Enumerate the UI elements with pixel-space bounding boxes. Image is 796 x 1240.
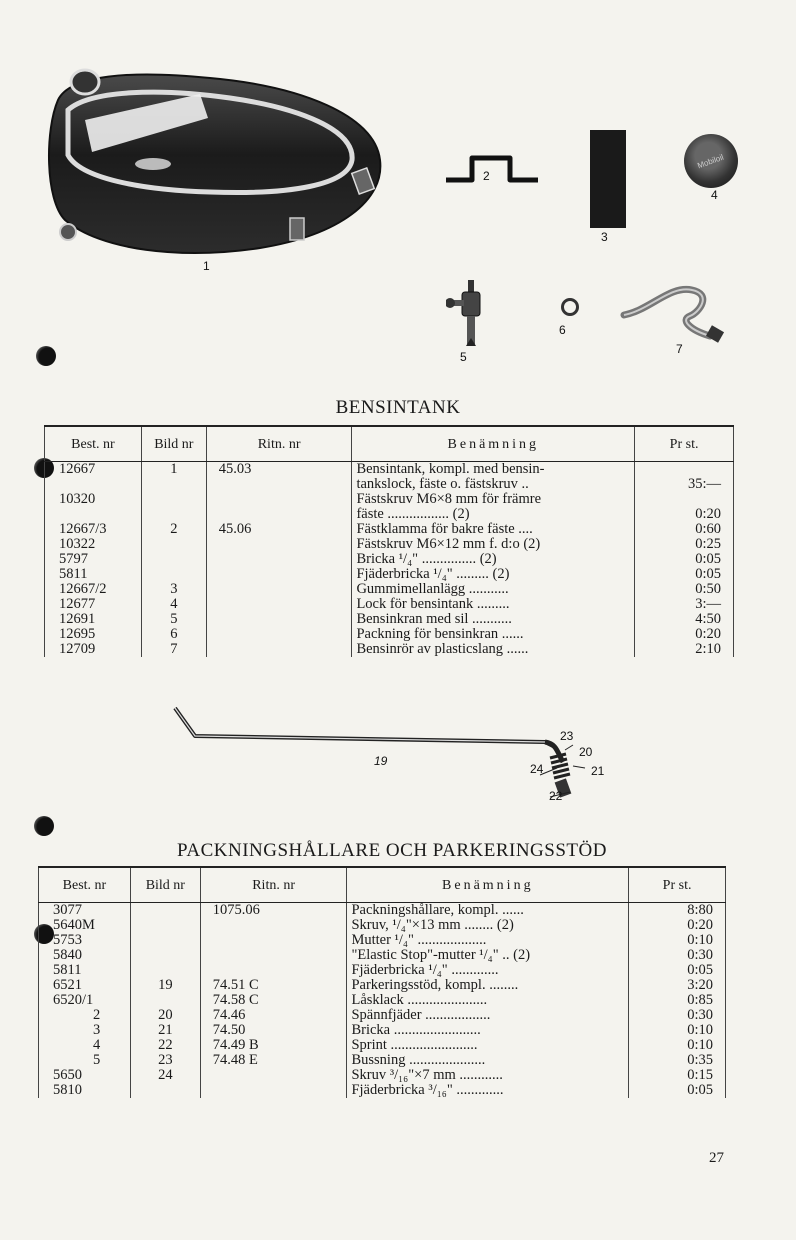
table-cell — [146, 492, 202, 507]
table-cell: 0:15 — [687, 1067, 713, 1083]
table-cell: 5650 — [53, 1067, 82, 1083]
table-cell: 45.03 — [218, 461, 252, 477]
page-number: 27 — [709, 1150, 724, 1166]
table-cell: Bensinrör av plasticslang ...... — [356, 642, 529, 657]
table-cell: 0:10 — [687, 1037, 713, 1053]
table-cell: 12695 — [59, 626, 96, 642]
figure-label-3: 3 — [601, 230, 608, 244]
figure-label-4: 4 — [711, 188, 718, 202]
table-cell: 12709 — [59, 641, 96, 657]
table-cell: 5797 — [59, 551, 88, 567]
table-cell: Spännfjäder .................. — [351, 1008, 491, 1023]
ritn-nr-column — [206, 462, 352, 658]
table-cell: 0:05 — [695, 566, 721, 582]
table-cell: 3:— — [695, 596, 721, 612]
binding-hole — [34, 816, 54, 836]
table-cell: Bussning ..................... — [351, 1053, 486, 1068]
table-cell: 74.58 C — [212, 992, 259, 1008]
figure-label-24: 24 — [530, 762, 544, 776]
table-cell — [219, 477, 348, 492]
table-cell: 3 — [93, 1022, 101, 1038]
table-cell — [213, 1068, 343, 1083]
table-cell: Låsklack ...................... — [351, 993, 488, 1008]
table-cell — [219, 507, 348, 522]
table-cell: 3 — [170, 581, 178, 597]
bild-nr-column — [141, 462, 206, 658]
table-cell: 8:80 — [687, 902, 713, 918]
table-cell: 4 — [93, 1037, 101, 1053]
table-cell: fäste ................. (2) — [356, 507, 470, 522]
table-cell: 5840 — [53, 947, 82, 963]
header-pr-st: Pr st. — [635, 426, 734, 462]
header-benamning: Benämning — [347, 867, 629, 903]
table-cell: 6520/1 — [53, 992, 94, 1008]
table-cell — [135, 1083, 196, 1098]
table-cell: 5 — [170, 611, 178, 627]
table-cell: 3:20 — [687, 977, 713, 993]
table-cell: Fästskruv M6×12 mm f. d:o (2) — [356, 537, 541, 552]
table-cell: 3077 — [53, 902, 82, 918]
table-cell: Packning för bensinkran ...... — [356, 627, 524, 642]
table-cell: Fjäderbricka ¹/₄" ......... (2) — [356, 567, 510, 582]
fuel-hose-illustration — [620, 280, 730, 345]
table-cell: 12667/3 — [59, 521, 107, 537]
table-cell: 0:10 — [687, 932, 713, 948]
table-header-row — [45, 426, 734, 462]
gasket-illustration — [561, 298, 579, 316]
table-cell: 0:05 — [695, 551, 721, 567]
header-bild-nr: Bild nr — [130, 867, 200, 903]
table-cell — [219, 537, 348, 552]
table-cell: 0:20 — [695, 626, 721, 642]
table-cell — [213, 918, 343, 933]
table-cell: 22 — [158, 1037, 173, 1053]
table-cell: 19 — [158, 977, 173, 993]
packningshallare-parts-table — [38, 866, 726, 1098]
figure-label-6: 6 — [559, 323, 566, 337]
best-nr-column — [39, 903, 131, 1099]
table-cell: 5811 — [59, 566, 88, 582]
figure-label-19: 19 — [374, 754, 388, 768]
benamning-column — [347, 903, 629, 1099]
table-cell: 12677 — [59, 596, 96, 612]
figure-label-23: 23 — [560, 729, 574, 743]
table-cell: 35:— — [687, 476, 721, 492]
bild-nr-column — [130, 903, 200, 1099]
figure-label-2: 2 — [483, 169, 490, 183]
header-pr-st: Pr st. — [629, 867, 726, 903]
table-cell: 0:30 — [687, 1007, 713, 1023]
table-cell: 12667 — [59, 461, 96, 477]
table-cell: 12691 — [59, 611, 96, 627]
table-cell: 74.46 — [212, 1007, 246, 1023]
table-cell — [59, 477, 137, 492]
header-ritn-nr: Ritn. nr — [206, 426, 352, 462]
table-cell: Bensinkran med sil ........... — [356, 612, 512, 627]
table-cell: Mutter ¹/₄" ................... — [351, 933, 487, 948]
header-bild-nr: Bild nr — [141, 426, 206, 462]
header-benamning: Benämning — [352, 426, 635, 462]
parking-stand-illustration — [165, 700, 610, 808]
table-cell — [146, 507, 202, 522]
table-cell — [219, 492, 348, 507]
header-best-nr: Best. nr — [39, 867, 131, 903]
table-cell — [146, 537, 202, 552]
table-cell — [219, 627, 348, 642]
table-cell — [135, 918, 196, 933]
table-body — [39, 903, 726, 1099]
table-cell: 45.06 — [218, 521, 252, 537]
table-cell — [219, 582, 348, 597]
figure-label-22: 22 — [549, 789, 563, 803]
table-cell: 4:50 — [695, 611, 721, 627]
table-cell — [59, 507, 137, 522]
table-cell — [219, 597, 348, 612]
table-cell: 0:35 — [687, 1052, 713, 1068]
table-cell — [146, 567, 202, 582]
table-cell — [639, 492, 721, 507]
table-cell: 0:20 — [695, 506, 721, 522]
table-cell: Bricka ........................ — [351, 1023, 481, 1038]
figure-label-20: 20 — [579, 745, 593, 759]
table-cell: 10320 — [59, 491, 96, 507]
best-nr-column — [45, 462, 142, 658]
section-title-packningshallare: PACKNINGSHÅLLARE OCH PARKERINGSSTÖD — [177, 840, 607, 861]
figure-label-7: 7 — [676, 342, 683, 356]
table-cell: 5753 — [53, 932, 82, 948]
table-cell: 23 — [158, 1052, 173, 1068]
table-cell: 0:20 — [687, 917, 713, 933]
table-cell: 6 — [170, 626, 178, 642]
table-header-row — [39, 867, 726, 903]
table-cell: 5640M — [53, 917, 95, 933]
benamning-column — [352, 462, 635, 658]
table-cell: 5 — [93, 1052, 101, 1068]
table-cell — [146, 477, 202, 492]
table-cell: Packningshållare, kompl. ...... — [351, 903, 524, 918]
table-cell: Lock för bensintank ......... — [356, 597, 510, 612]
table-cell — [219, 612, 348, 627]
table-cell: 2 — [93, 1007, 101, 1023]
pris-column — [635, 462, 734, 658]
table-cell: 2:10 — [695, 641, 721, 657]
table-cell: 20 — [158, 1007, 173, 1023]
rubber-pad-illustration — [590, 130, 626, 228]
figure-label-1: 1 — [203, 259, 210, 273]
table-cell: 74.49 B — [212, 1037, 259, 1053]
header-ritn-nr: Ritn. nr — [200, 867, 347, 903]
table-body — [45, 462, 734, 658]
table-cell: Fjäderbricka ³/₁₆" ............. — [351, 1083, 504, 1098]
binding-hole — [36, 346, 56, 366]
table-cell — [219, 567, 348, 582]
table-cell — [639, 462, 721, 477]
table-cell: 24 — [158, 1067, 173, 1083]
header-best-nr: Best. nr — [45, 426, 142, 462]
table-cell: Parkeringsstöd, kompl. ........ — [351, 978, 519, 993]
table-cell: Bensintank, kompl. med bensin- — [356, 462, 545, 477]
table-cell: 4 — [170, 596, 178, 612]
table-cell: Sprint ........................ — [351, 1038, 478, 1053]
table-cell — [219, 552, 348, 567]
table-cell — [213, 933, 343, 948]
table-cell: 1075.06 — [212, 902, 260, 918]
table-cell: Fästskruv M6×8 mm för främre — [356, 492, 542, 507]
table-cell: 2 — [170, 521, 178, 537]
table-cell: 74.48 E — [212, 1052, 258, 1068]
table-cell: Fästklamma för bakre fäste .... — [356, 522, 533, 537]
cap-brand-text: Mobiloil — [696, 152, 726, 170]
table-cell — [135, 933, 196, 948]
table-cell: 1 — [170, 461, 178, 477]
table-cell: Skruv, ¹/₄"×13 mm ........ (2) — [351, 918, 514, 933]
table-cell — [135, 948, 196, 963]
table-cell: Fjäderbricka ¹/₄" ............. — [351, 963, 499, 978]
table-cell: 0:30 — [687, 947, 713, 963]
table-cell — [135, 993, 196, 1008]
section-title-bensintank: BENSINTANK — [335, 397, 461, 418]
table-cell: 74.51 C — [212, 977, 259, 993]
bensintank-parts-table — [44, 425, 734, 657]
figure-label-5: 5 — [460, 350, 467, 364]
table-cell: Skruv ³/₁₆"×7 mm ............ — [351, 1068, 503, 1083]
fuel-tap-illustration — [446, 278, 496, 348]
table-cell — [135, 963, 196, 978]
table-cell: 0:50 — [695, 581, 721, 597]
table-cell — [213, 948, 343, 963]
table-cell: 0:10 — [687, 1022, 713, 1038]
table-cell — [146, 552, 202, 567]
table-cell: 5810 — [53, 1082, 82, 1098]
table-cell — [135, 903, 196, 918]
clamp-illustration — [444, 152, 540, 186]
table-cell: "Elastic Stop"-mutter ¹/₄" .. (2) — [351, 948, 531, 963]
table-cell: tankslock, fäste o. fästskruv .. — [356, 477, 529, 492]
table-cell — [219, 642, 348, 657]
table-cell: 0:25 — [695, 536, 721, 552]
table-cell — [213, 1083, 343, 1098]
fuel-tank-illustration — [40, 60, 390, 265]
table-cell: 0:05 — [687, 1082, 713, 1098]
table-cell: 10322 — [59, 536, 96, 552]
table-cell: 6521 — [53, 977, 82, 993]
table-cell: 7 — [170, 641, 178, 657]
tank-cap-illustration — [684, 134, 738, 188]
table-cell: 74.50 — [212, 1022, 246, 1038]
figure-label-21: 21 — [591, 764, 605, 778]
table-cell — [213, 963, 343, 978]
table-cell: 0:60 — [695, 521, 721, 537]
table-cell: 0:85 — [687, 992, 713, 1008]
table-cell: 5811 — [53, 962, 82, 978]
pris-column — [629, 903, 726, 1099]
table-cell: Gummimellanlägg ........... — [356, 582, 509, 597]
table-cell: 0:05 — [687, 962, 713, 978]
table-cell: Bricka ¹/₄" ............... (2) — [356, 552, 497, 567]
table-cell: 12667/2 — [59, 581, 107, 597]
ritn-nr-column — [200, 903, 347, 1099]
table-cell: 21 — [158, 1022, 173, 1038]
